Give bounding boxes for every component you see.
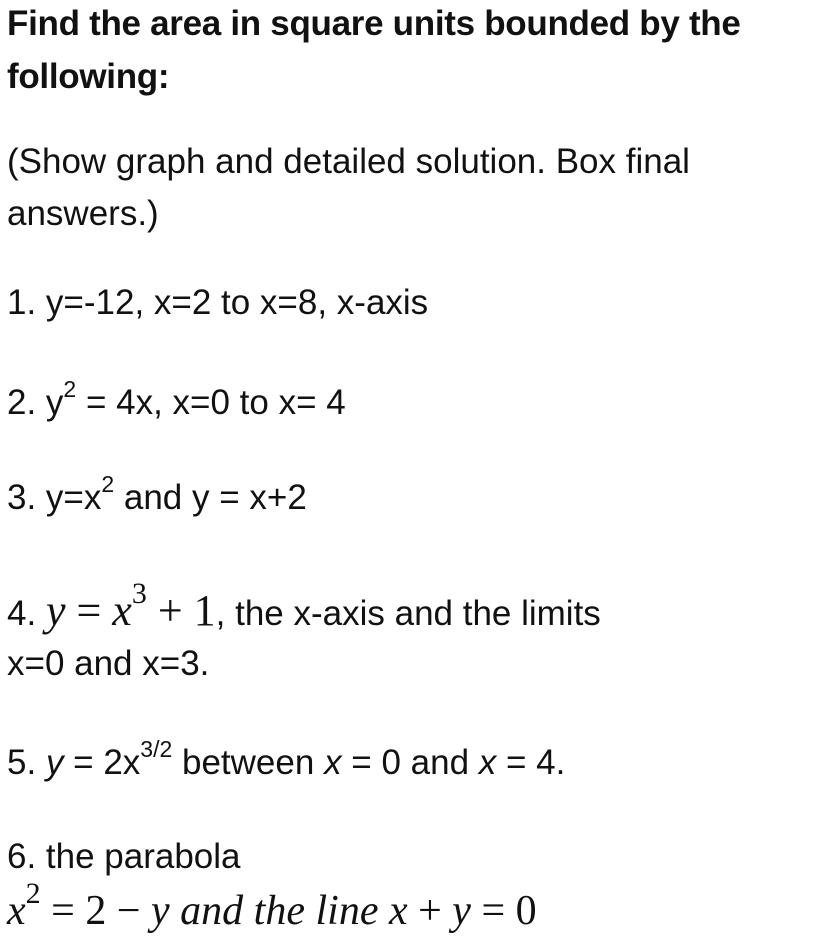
problem-4-y: y [45,586,66,635]
problem-4-exponent: 3 [131,577,147,611]
problem-6-equals-2: = [470,888,516,934]
problem-6-plus: + [407,888,453,934]
problem-6-equals: = [40,888,86,934]
problem-4-plus-one: + 1 [157,586,216,635]
problem-6-line-1: 6. the parabola [7,837,241,876]
problem-4-line-1 [7,577,601,635]
problem-3-exponent: 2 [101,471,115,498]
problem-4-equation [45,577,216,635]
problem-5-number: 5. [7,743,37,782]
problem-5-eq-upper: = 4. [496,743,566,782]
instructions-line-2: answers.) [7,194,159,233]
problem-5-x: x [122,743,141,782]
problem-2-exponent: 2 [63,376,77,403]
problem-5-between: between [172,743,325,782]
problem-4-x: x [112,586,132,635]
problem-3-suffix: and y = x+2 [114,478,307,517]
problem-6-minus: − [106,888,152,934]
problem-6-y: y [452,888,471,934]
problem-2-suffix: = 4x, x=0 to x= 4 [76,383,346,422]
title-line-1: Find the area in square units bounded by the [7,4,741,43]
problem-5-y: y [45,743,64,782]
problem-5-eq: = 2 [63,743,123,782]
problem-2-prefix: 2. y [7,383,64,422]
problem-6-x: x [7,888,26,934]
problem-6-equation [7,877,537,934]
problem-5-eq-lower: = 0 and [341,743,479,782]
problem-3-prefix: 3. y=x [7,478,102,517]
problem-4-equals: = [76,586,102,635]
problem-6-exponent: 2 [25,877,41,910]
problem-5-x-lower: x [324,743,342,782]
problem-2 [7,376,346,424]
title-line-2: following: [7,57,170,96]
problem-6-y-and-line: y and the line x [151,888,408,934]
problem-4-number: 4. [7,594,37,633]
instructions-line-1: (Show graph and detailed solution. Box final [7,142,690,181]
problem-5-exponent: 3/2 [140,736,173,763]
problem-3 [7,471,307,519]
problem-4-text-after: , the x-axis and the limits [215,594,601,633]
problem-5-x-upper: x [478,743,497,782]
problem-6-zero: 0 [515,888,537,934]
problem-5 [7,736,566,784]
problem-4-line-2: x=0 and x=3. [7,644,210,683]
problem-1: 1. y=-12, x=2 to x=8, x-axis [7,283,429,322]
problem-6-two: 2 [85,888,107,934]
